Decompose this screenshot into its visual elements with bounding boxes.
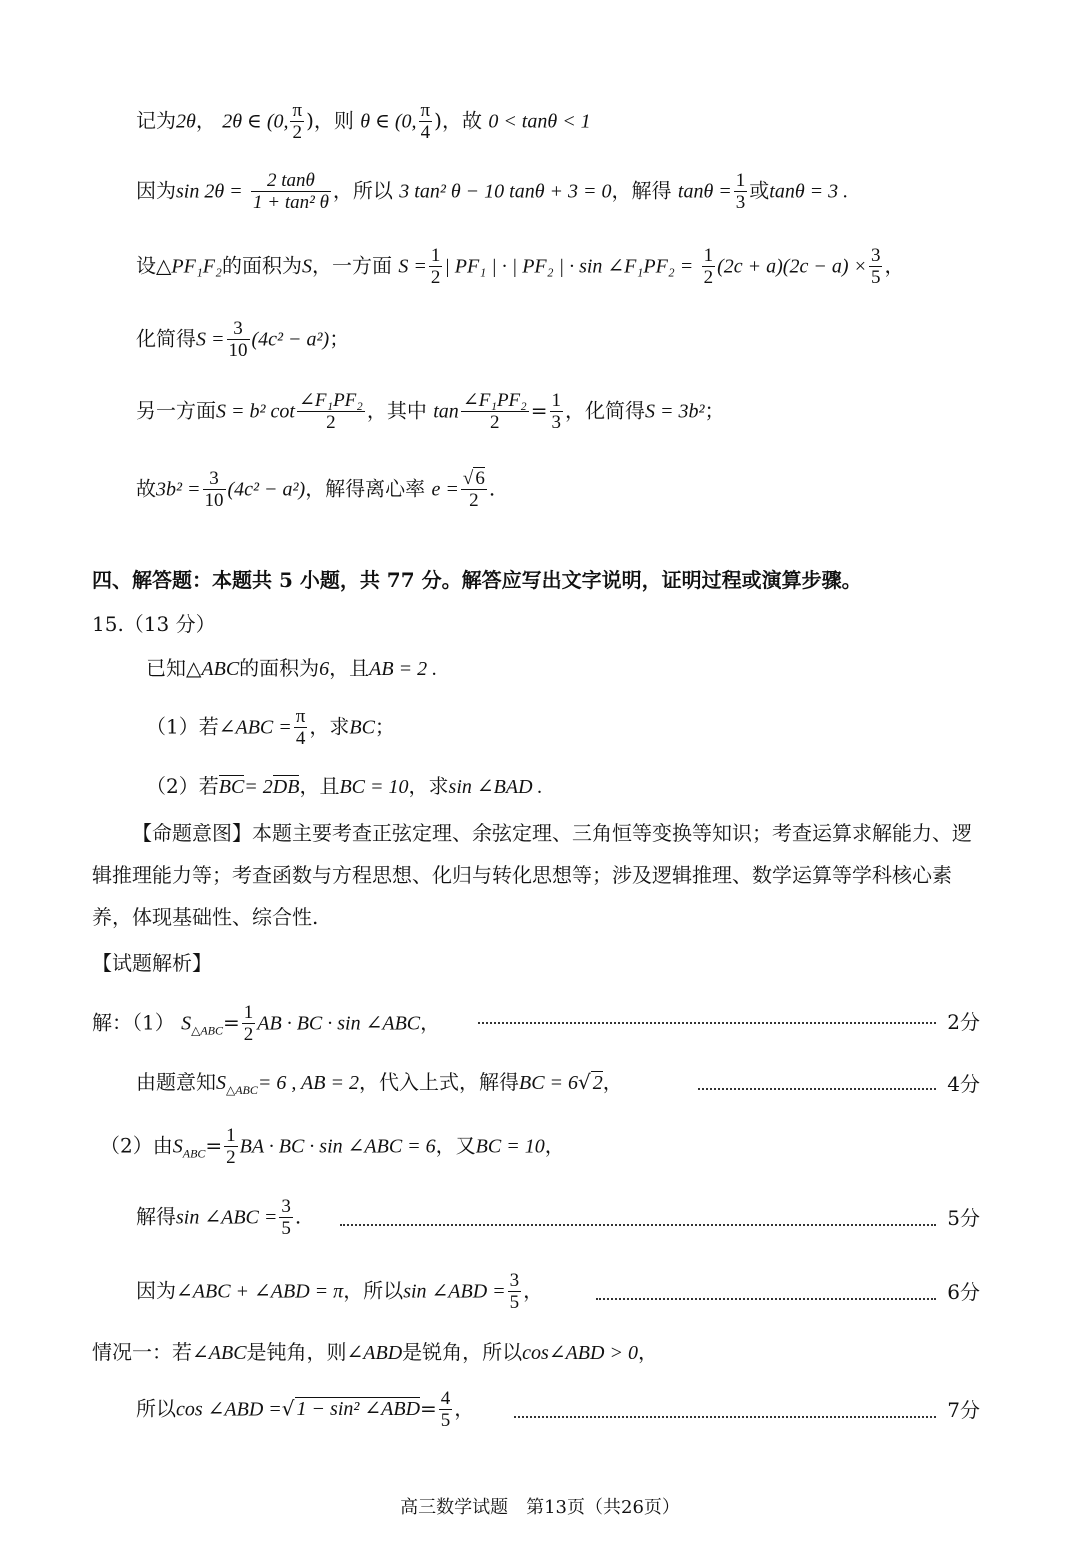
radicand: 2 xyxy=(592,1072,603,1094)
numerator: π xyxy=(295,706,306,727)
math: AB = 2 . xyxy=(369,658,438,680)
subscript: ABC xyxy=(182,1146,206,1161)
math: = xyxy=(530,398,548,423)
denominator: 2 xyxy=(326,412,336,434)
math: sin ∠ABC = xyxy=(176,1206,278,1229)
text: ， xyxy=(195,108,216,133)
solution-step-7: 所以cos ∠ABD =√ 1 − sin² ∠ABD= $\frac{4}{5}$ ， xyxy=(136,1388,475,1432)
fraction-three-fifths xyxy=(279,1196,293,1240)
text: . xyxy=(488,476,496,501)
fraction-half xyxy=(224,1125,238,1169)
denominator: 2 xyxy=(243,1024,254,1046)
numerator: 3 xyxy=(227,318,250,340)
line-area-two xyxy=(136,390,725,434)
text: 故 xyxy=(136,476,156,501)
math: S = b² cot xyxy=(216,400,295,423)
math: = xyxy=(420,1396,437,1421)
numerator: 1 xyxy=(551,390,562,411)
text: 设△ xyxy=(136,253,172,278)
text: （2）若 xyxy=(146,774,219,798)
score-leader xyxy=(596,1298,936,1300)
text: ， xyxy=(637,1340,658,1364)
fraction-pi-2 xyxy=(290,100,304,144)
analysis-label: 【试题解析】 xyxy=(92,951,212,975)
math: S xyxy=(216,1072,226,1094)
radicand: 1 − sin² ∠ABD xyxy=(296,1398,421,1421)
math: sin ∠BAD . xyxy=(448,776,543,798)
vector: BC xyxy=(218,776,245,798)
numerator: 1 xyxy=(703,245,714,266)
problem-number: 15.（13 分） xyxy=(92,612,216,636)
numerator: ∠F₁PF₂ xyxy=(462,390,527,411)
page-footer: 高三数学试题 第13页（共26页） xyxy=(400,1497,680,1518)
math: BC = 10 xyxy=(475,1135,545,1158)
denominator: 2 xyxy=(430,267,441,289)
score-leader xyxy=(340,1224,936,1226)
math: ∠ABD xyxy=(346,1342,403,1364)
math: 3b² = xyxy=(156,478,201,501)
fraction-root6-over-2 xyxy=(461,468,487,512)
denominator: 5 xyxy=(281,1218,291,1240)
text: ； xyxy=(374,714,395,739)
math: cos∠ABD > 0 xyxy=(522,1342,638,1364)
score-leader xyxy=(478,1022,936,1024)
text: 因为 xyxy=(136,178,176,203)
line-simplify-one xyxy=(136,318,349,362)
question-1 xyxy=(146,706,395,750)
text: 化简得 xyxy=(136,326,196,351)
text: 是锐角，所以 xyxy=(402,1340,523,1364)
math: 2θ ∈ (0, xyxy=(222,110,289,133)
math: S = xyxy=(196,328,225,351)
math: S xyxy=(301,255,312,278)
text: 另一方面 xyxy=(136,398,216,423)
fraction-half xyxy=(242,1002,256,1046)
line-theta-range xyxy=(136,100,591,144)
score-mark: 6分 xyxy=(947,1280,980,1304)
text: 由题意知 xyxy=(136,1070,216,1094)
paren: ) xyxy=(434,108,442,133)
line-area-one xyxy=(136,245,904,289)
math: e = xyxy=(431,478,459,501)
math: 3 tan² θ − 10 tanθ + 3 = 0 xyxy=(399,180,612,203)
score-mark: 4分 xyxy=(947,1072,980,1096)
solution-step-4 xyxy=(136,1196,301,1240)
numerator: √ 6 xyxy=(462,468,485,489)
text: 解：（1） xyxy=(92,1010,175,1035)
text: ，一方面 xyxy=(311,253,392,278)
subscript: △ABC xyxy=(226,1083,258,1097)
solution-step-2: 由题意知$S_{\triangle ABC}= 6$ , AB = 2，代入上式，解得BC = 6√ 2， xyxy=(136,1070,623,1097)
math: S = xyxy=(398,255,427,278)
math: S = 3b² xyxy=(645,400,705,423)
denominator: 2 xyxy=(490,412,500,434)
text: ， xyxy=(602,1070,623,1094)
vector: DB xyxy=(272,776,300,798)
math: BA · BC · sin ∠ABC = 6 xyxy=(239,1135,436,1158)
math: 6 xyxy=(319,658,330,680)
numerator: 1 xyxy=(735,170,746,191)
math: sin ∠ABD = xyxy=(403,1280,506,1303)
math: AB · BC · sin ∠ABC xyxy=(257,1012,421,1035)
denominator: 1 + tan² θ xyxy=(253,192,329,214)
denominator: 2 xyxy=(469,490,479,512)
denominator: 5 xyxy=(509,1292,520,1314)
text: 情况一：若 xyxy=(92,1340,192,1364)
score-leader xyxy=(514,1416,936,1418)
text: ； xyxy=(704,398,725,423)
text: ， xyxy=(523,1278,544,1303)
line-eccentricity xyxy=(136,468,495,512)
text: ， xyxy=(544,1133,565,1158)
text: ，且 xyxy=(329,656,370,680)
denominator: 4 xyxy=(420,122,431,144)
text: ，故 xyxy=(441,108,482,133)
score-mark: 2分 xyxy=(947,1010,980,1034)
numerator: 3 xyxy=(203,468,226,490)
score-mark: 5分 xyxy=(947,1206,980,1230)
math: | PF₁ | · | PF₂ | · sin ∠F₁PF₂ = xyxy=(444,255,694,278)
text: ，求 xyxy=(408,774,449,798)
text: 是钝角，则 xyxy=(246,1340,347,1364)
math: (2c + a)(2c − a) × xyxy=(717,255,867,278)
text: ，化简得 xyxy=(565,398,646,423)
math: BC xyxy=(349,716,375,739)
denominator: 5 xyxy=(870,267,881,289)
text: （2）由 xyxy=(100,1133,173,1158)
numerator: ∠F₁PF₂ xyxy=(298,390,363,411)
fraction-one-third xyxy=(550,390,564,434)
intent-paragraph: 【命题意图】本题主要考查正弦定理、余弦定理、三角恒等变换等知识；考查运算求解能力、逻辑推理能力等；考查函数与方程思想、化归与转化思想等；涉及逻辑推理、数学运算等学科核心素养，体现基础性、综合性. xyxy=(92,821,972,929)
denominator: 10 xyxy=(204,490,224,512)
math: (4c² − a²) xyxy=(251,328,330,351)
math: = xyxy=(205,1133,223,1158)
math: 2θ xyxy=(176,110,196,133)
math: S xyxy=(172,1135,183,1158)
problem-given xyxy=(146,658,437,679)
math: BC = 10 xyxy=(339,776,409,798)
numerator: π xyxy=(292,100,303,121)
text: 的面积为 xyxy=(239,656,320,680)
fraction-three-tenths xyxy=(203,468,226,512)
numerator: 4 xyxy=(440,1388,451,1409)
math: S xyxy=(181,1012,192,1035)
numerator: 3 xyxy=(509,1270,520,1291)
text: ，求 xyxy=(309,714,350,739)
denominator: 3 xyxy=(735,192,746,214)
numerator: 3 xyxy=(281,1196,291,1217)
math: ∠ABC xyxy=(192,1342,247,1364)
fraction-pi-4 xyxy=(419,100,433,144)
solution-step-1 xyxy=(92,1002,440,1046)
text: （1）若 xyxy=(146,714,219,739)
text: 或 xyxy=(749,178,770,203)
text: 因为 xyxy=(136,1278,176,1303)
math: tanθ = xyxy=(677,180,732,203)
fraction-half-angle xyxy=(297,390,365,434)
fraction-half xyxy=(429,245,443,289)
text: . xyxy=(294,1204,302,1229)
math: = 6 , AB = 2 xyxy=(257,1072,359,1094)
text: 已知△ xyxy=(146,656,202,680)
denominator: 5 xyxy=(440,1410,451,1432)
math: ∠ABC + ∠ABD = π xyxy=(176,1280,344,1303)
line-tan-equation xyxy=(136,170,848,214)
section-heading: 四、解答题：本题共 5 小题，共 77 分。解答应写出文字说明，证明过程或演算步骤。 xyxy=(92,568,862,592)
text: ，且 xyxy=(299,774,340,798)
score-mark: 7分 xyxy=(947,1398,980,1422)
fraction-four-fifths xyxy=(439,1388,453,1432)
numerator: 1 xyxy=(226,1125,236,1146)
radicand: 6 xyxy=(475,468,485,489)
fraction-three-tenths xyxy=(227,318,250,362)
numerator: π xyxy=(420,100,431,121)
fraction-half-angle xyxy=(461,390,529,434)
fraction-pi-4 xyxy=(294,706,308,750)
math: 0 < tanθ < 1 xyxy=(488,110,591,133)
text: ， xyxy=(420,1010,441,1035)
math: (4c² − a²) xyxy=(227,478,306,501)
text: ，代入上式，解得 xyxy=(358,1070,519,1094)
text: ，所以 xyxy=(332,178,393,203)
text: ，则 xyxy=(313,108,354,133)
math: tan xyxy=(433,400,459,423)
math: ABC xyxy=(201,658,240,680)
numerator: 1 xyxy=(430,245,441,266)
text: ，解得 xyxy=(611,178,672,203)
text: ，其中 xyxy=(366,398,427,423)
paren: ) xyxy=(306,108,314,133)
math: sin 2θ = xyxy=(176,180,243,203)
fraction-three-fifths xyxy=(869,245,883,289)
question-2 xyxy=(146,776,543,797)
denominator: 2 xyxy=(292,122,303,144)
numerator: 1 xyxy=(243,1002,254,1023)
numerator: 3 xyxy=(870,245,881,266)
text: ，解得离心率 xyxy=(305,476,426,501)
denominator: 4 xyxy=(295,728,306,750)
math: = 2 xyxy=(244,776,273,798)
text: 记为 xyxy=(136,108,176,133)
text: ； xyxy=(329,326,350,351)
solution-step-5 xyxy=(136,1270,543,1314)
fraction-one-third xyxy=(734,170,748,214)
solution-case-one xyxy=(92,1342,658,1363)
math: ∠ABC = xyxy=(218,716,292,739)
text: ，又 xyxy=(435,1133,476,1158)
math: θ ∈ (0, xyxy=(360,110,417,133)
text: 所以 xyxy=(136,1396,176,1421)
math: tanθ = 3 . xyxy=(769,180,849,203)
denominator: 3 xyxy=(551,412,562,434)
solution-step-3 xyxy=(100,1125,565,1169)
text: 解得 xyxy=(136,1204,176,1229)
score-leader xyxy=(698,1088,936,1090)
text: ， xyxy=(884,253,905,278)
text: 的面积为 xyxy=(221,253,302,278)
math: BC = 6 xyxy=(518,1072,579,1094)
text: ，所以 xyxy=(343,1278,404,1303)
denominator: 2 xyxy=(226,1147,236,1169)
text: ， xyxy=(454,1396,475,1421)
numerator: 2 tanθ xyxy=(251,170,331,192)
fraction-half xyxy=(702,245,716,289)
denominator: 10 xyxy=(228,340,248,362)
math: cos ∠ABD = xyxy=(176,1398,282,1421)
math: PF₁F₂ xyxy=(171,255,222,278)
fraction-double-angle xyxy=(251,170,331,214)
denominator: 2 xyxy=(703,267,714,289)
math: = xyxy=(223,1010,240,1035)
fraction-three-fifths xyxy=(508,1270,522,1314)
subscript: △ABC xyxy=(191,1023,223,1038)
